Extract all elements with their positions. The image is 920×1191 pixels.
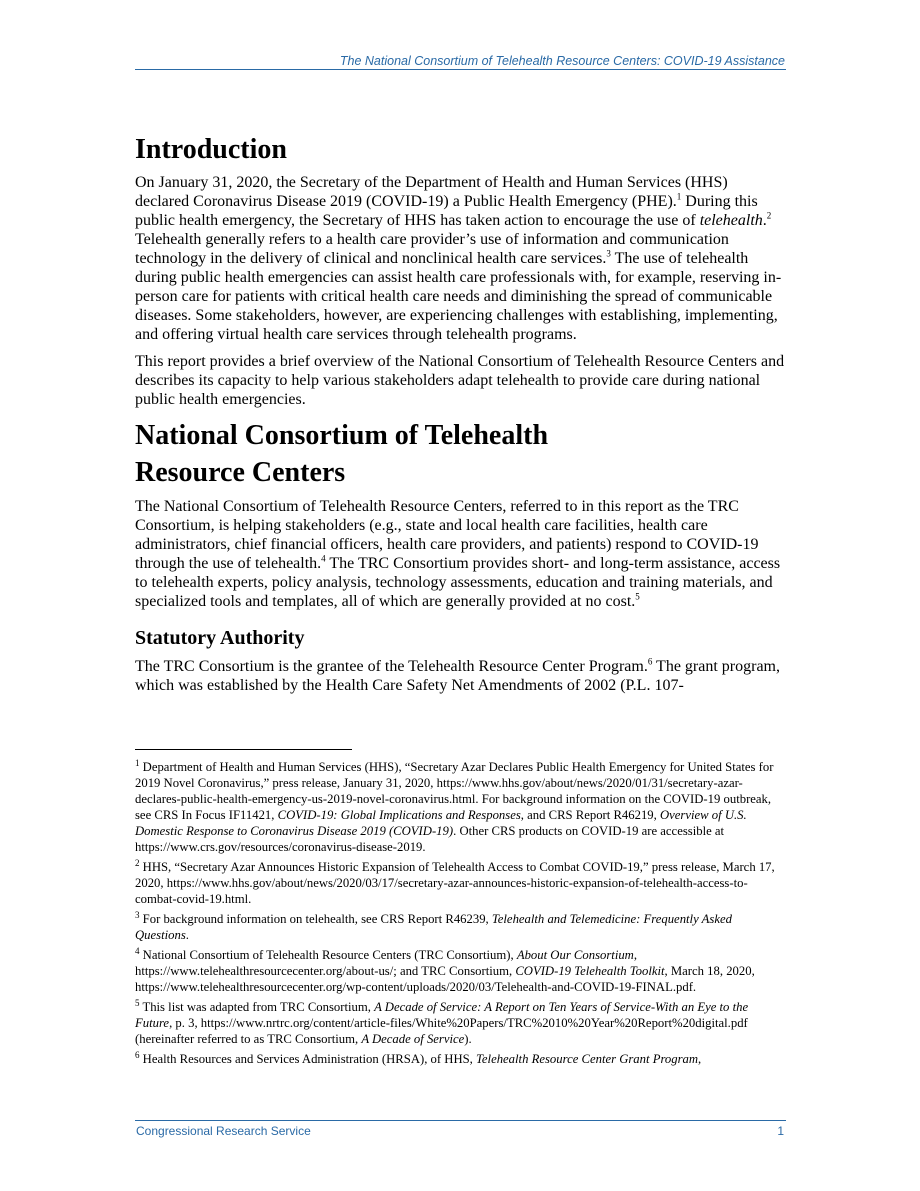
running-header: The National Consortium of Telehealth Resource Centers: COVID-19 Assistance: [339, 54, 785, 68]
footnote-ref[interactable]: 1: [676, 191, 682, 202]
heading-national-consortium: National Consortium of Telehealth Resource Centers: [135, 420, 549, 488]
statutory-paragraph: The TRC Consortium is the grantee of the Telehealth Resource Center Program.$^6$ The grant program, which was established by the Health Care Safety Net Amendments of 2002 (P.L. 107-: [135, 656, 780, 694]
consortium-paragraph: The National Consortium of Telehealth Resource Centers, referred to in this report as the TRC Consortium, is helping stakeholders (e.g., state and local health care facilities, health care administrators, chief financial officers, health care providers, and patients) respond to COVID-19 through the use of telehealth.$^4$ The TRC Consortium provides short- and long-term assistance, access to telehealth experts, policy analysis, technology assessments, education and training materials, and specialized tools and templates, all of which are generally provided at no cost.$^5$: [135, 498, 781, 610]
intro-paragraph-2: This report provides a brief overview of the National Consortium of Telehealth Resource Centers and describes its capacity to help various stakeholders adapt telehealth to provide care during national public health emergencies.: [135, 353, 785, 408]
page-number: 1: [777, 1124, 784, 1138]
footnote-ref[interactable]: 2: [766, 210, 772, 221]
footnote-1: $^1$ Department of Health and Human Services (HHS), “Secretary Azar Declares Public Health Emergency for United States for 2019 Novel Coronavirus,” press release, January 31, 2020, https://www.hhs.gov/about/news/2020/01/31/secretary-azar-declares-public-health-emergency-us-2019-novel-coronavirus.html. For background information on the COVID-19 outbreak, see CRS In Focus IF11421, COVID-19: Global Implications and Responses, and CRS Report R46219, Overview of U.S. Domestic Response to Coronavirus Disease 2019 (COVID-19). Other CRS products on COVID-19 are accessible at https://www.crs.gov/resources/coronavirus-disease-2019.: [135, 757, 774, 854]
footnote-ref[interactable]: 3: [606, 248, 611, 259]
footnotes: [135, 759, 785, 1071]
footer-rule: [135, 1120, 786, 1121]
heading-statutory-authority: Statutory Authority: [135, 627, 305, 649]
footnote-4: $^4$ National Consortium of Telehealth Resource Centers (TRC Consortium), About Our Consortium, https://www.telehealthresourcecenter.org/about-us/; and TRC Consortium, COVID-19 Telehealth Toolkit, March 18, 2020, https://www.telehealthresourcecenter.org/wp-content/uploads/2020/03/Telehealth-and-COVID-19-FINAL.pdf.: [135, 945, 755, 994]
footnote-6: $^6$ Health Resources and Services Administration (HRSA), of HHS, Telehealth Resource Center Grant Program,: [135, 1049, 702, 1066]
footnote-3: $^3$ For background information on telehealth, see CRS Report R46239, Telehealth and Telemedicine: Frequently Asked Questions.: [135, 909, 732, 942]
heading-introduction: Introduction: [135, 134, 287, 165]
footnote-2: $^2$ HHS, “Secretary Azar Announces Historic Expansion of Telehealth Access to Combat COVID-19,” press release, March 17, 2020, https://www.hhs.gov/about/news/2020/03/17/secretary-azar-announces-historic-expansion-of-telehealth-access-to-combat-covid-19.html.: [135, 857, 775, 906]
footnote-separator: [135, 749, 352, 750]
term-telehealth: telehealth: [699, 212, 763, 229]
footnote-ref[interactable]: 4: [321, 553, 326, 564]
footer-publisher: Congressional Research Service: [136, 1124, 311, 1138]
footnote-5: $^5$ This list was adapted from TRC Consortium, A Decade of Service: A Report on Ten Years of Service-With an Eye to the Future, p. 3, https://www.nrtrc.org/content/article-files/White%20Papers/TRC%2010%20Year%20Report%20digital.pdf (hereinafter referred to as TRC Consortium, A Decade of Service).: [135, 997, 749, 1046]
footnote-ref[interactable]: 6: [647, 656, 653, 667]
header-rule: [135, 69, 786, 70]
intro-paragraph-1: On January 31, 2020, the Secretary of the Department of Health and Human Services (HHS) declared Coronavirus Disease 2019 (COVID-19) a Public Health Emergency (PHE).$^1$ During this public health emergency, the Secretary of HHS has taken action to encourage the use of telehealth.$^2$ Telehealth generally refers to a health care provider’s use of information and communication technology in the delivery of clinical and nonclinical health care services.$^3$ The use of telehealth during public health emergencies can assist health care professionals with, for example, reserving in-person care for patients with critical health care needs and diminishing the spread of communicable diseases. Some stakeholders, however, are experiencing challenges with establishing, implementing, and offering virtual health care services through telehealth programs.: [135, 174, 782, 343]
footnote-ref[interactable]: 5: [635, 591, 640, 602]
main-content: [135, 131, 785, 703]
